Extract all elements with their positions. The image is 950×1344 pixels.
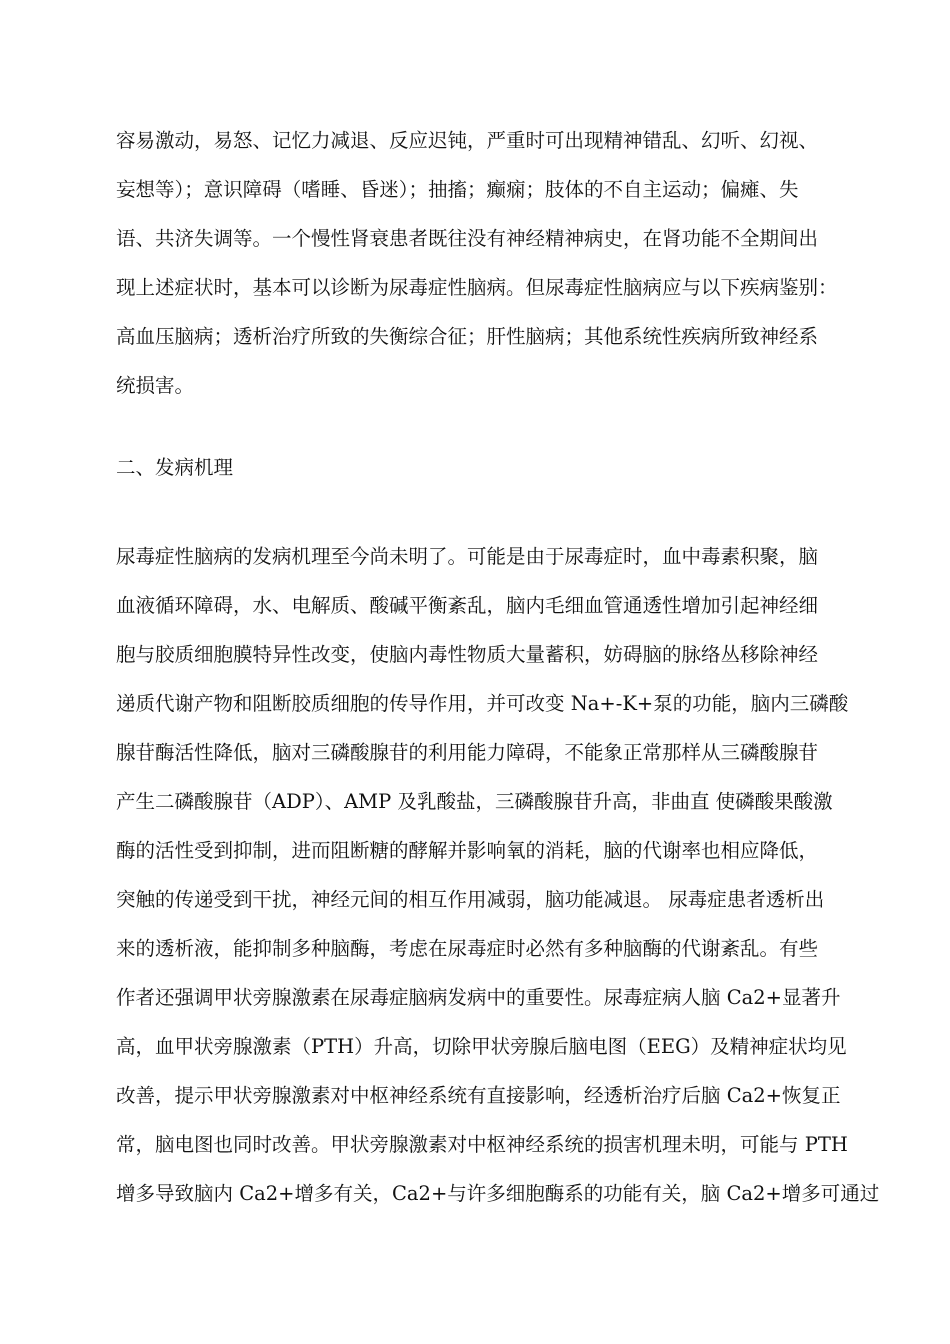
- text-line: 现上述症状时，基本可以诊断为尿毒症性脑病。但尿毒症性脑病应与以下疾病鉴别：: [116, 276, 838, 299]
- document-body: [116, 122, 880, 1224]
- text-line: 妄想等）；意识障碍（嗜睡、昏迷）；抽搐；癫痫；肢体的不自主运动；偏瘫、失: [116, 178, 799, 201]
- text-line: 增多导致脑内 Ca2+增多有关，Ca2+与许多细胞酶系的功能有关，脑 Ca2+增多可通过: [116, 1182, 880, 1205]
- section-heading: [116, 449, 806, 498]
- text-line: 腺苷酶活性降低，脑对三磷酸腺苷的利用能力障碍，不能象正常那样从三磷酸腺苷: [116, 741, 819, 764]
- text-line: 容易激动，易怒、记忆力减退、反应迟钝，严重时可出现精神错乱、幻听、幻视、: [116, 129, 819, 152]
- text-line: 血液循环障碍，水、电解质、酸碱平衡紊乱，脑内毛细血管通透性增加引起神经细: [116, 594, 819, 617]
- paragraph-pathogenesis: [116, 538, 880, 1224]
- text-line: 酶的活性受到抑制，进而阻断糖的酵解并影响氧的消耗，脑的代谢率也相应降低，: [116, 839, 819, 862]
- spacer: [116, 498, 806, 538]
- text-line: 来的透析液，能抑制多种脑酶，考虑在尿毒症时必然有多种脑酶的代谢紊乱。有些: [116, 937, 819, 960]
- text-line: 高血压脑病；透析治疗所致的失衡综合征；肝性脑病；其他系统性疾病所致神经系: [116, 325, 819, 348]
- text-line: 改善，提示甲状旁腺激素对中枢神经系统有直接影响，经透析治疗后脑 Ca2+恢复正: [116, 1084, 841, 1107]
- text-line: 尿毒症性脑病的发病机理至今尚未明了。可能是由于尿毒症时，血中毒素积聚，脑: [116, 545, 819, 568]
- text-line: 统损害。: [116, 374, 195, 397]
- paragraph-symptoms: [116, 122, 838, 416]
- text-line: 突触的传递受到干扰，神经元间的相互作用减弱，脑功能减退。 尿毒症患者透析出: [116, 888, 825, 911]
- text-line: 作者还强调甲状旁腺激素在尿毒症脑病发病中的重要性。尿毒症病人脑 Ca2+显著升: [116, 986, 841, 1009]
- text-line: 产生二磷酸腺苷（ADP）、AMP 及乳酸盐，三磷酸腺苷升高，非曲直 使磷酸果酸激: [116, 790, 833, 813]
- text-line: 高，血甲状旁腺激素（PTH）升高，切除甲状旁腺后脑电图（EEG）及精神症状均见: [116, 1035, 847, 1058]
- spacer: [116, 416, 806, 449]
- heading-pathogenesis: 二、发病机理: [116, 456, 234, 479]
- text-line: 胞与胶质细胞膜特异性改变，使脑内毒性物质大量蓄积，妨碍脑的脉络丛移除神经: [116, 643, 819, 666]
- text-line: 常，脑电图也同时改善。甲状旁腺激素对中枢神经系统的损害机理未明，可能与 PTH: [116, 1133, 848, 1156]
- text-line: 语、共济失调等。一个慢性肾衰患者既往没有神经精神病史，在肾功能不全期间出: [116, 227, 819, 250]
- text-line: 递质代谢产物和阻断胶质细胞的传导作用，并可改变 Na+-K+泵的功能，脑内三磷酸: [116, 692, 849, 715]
